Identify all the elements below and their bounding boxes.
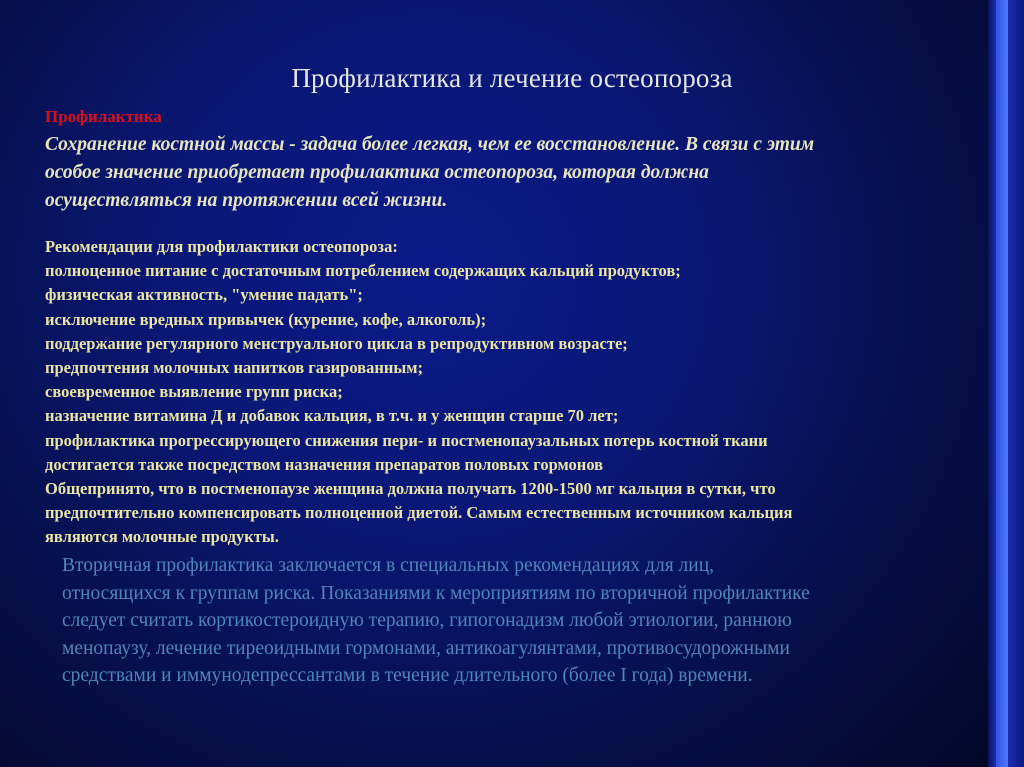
right-bar-stripe-bright [996, 0, 1008, 767]
intro-paragraph [45, 131, 965, 215]
secondary-line: Вторичная профилактика заключается в специальных рекомендациях для лиц, [62, 555, 715, 576]
secondary-line: средствами и иммунодепрессантами в течение длительного (более I года) времени. [62, 665, 753, 686]
secondary-line: относящихся к группам риска. Показаниями к мероприятиям по вторичной профилактике [62, 582, 810, 604]
recommendations-heading: Рекомендации для профилактики остеопороза: [45, 237, 398, 256]
recommendation-item: поддержание регулярного менструального цикла в репродуктивном возрасте; [45, 333, 628, 353]
calcium-note-line: Общепринято, что в постменопаузе женщина должна получать 1200-1500 мг кальция в сутки, что [45, 478, 776, 498]
secondary-line: менопаузу, лечение тиреоидными гормонами, антикоагулянтами, противосудорожными [62, 637, 790, 659]
right-bar-stripe-dark [988, 0, 996, 767]
recommendation-item: предпочтения молочных напитков газированным; [45, 357, 423, 377]
intro-line: особое значение приобретает профилактика остеопороза, которая должна [45, 162, 709, 183]
secondary-prevention-paragraph [62, 552, 962, 690]
slide-title: Профилактика и лечение остеопороза [291, 63, 733, 93]
recommendation-item: физическая активность, "умение падать"; [45, 285, 363, 305]
recommendation-item: полноценное питание с достаточным потреблением содержащих кальций продуктов; [45, 261, 681, 281]
calcium-note-line: предпочтительно компенсировать полноценной диетой. Самым естественным источником кальция [45, 503, 793, 523]
recommendation-item: достигается также посредством назначения препаратов половых гормонов [45, 454, 604, 474]
secondary-line: следует считать кортикостероидную терапию, гипогонадизм любой этиологии, раннюю [62, 610, 792, 631]
intro-line: Сохранение костной массы - задача более легкая, чем ее восстановление. В связи с этим [45, 134, 815, 155]
recommendations-block [45, 235, 975, 549]
recommendation-item: своевременное выявление групп риска; [45, 382, 343, 402]
recommendation-item: исключение вредных привычек (курение, кофе, алкоголь); [45, 309, 487, 329]
recommendation-item: профилактика прогрессирующего снижения пери- и постменопаузальных потерь костной ткани [45, 430, 768, 450]
right-bar-stripe-mid [1008, 0, 1024, 767]
calcium-note-line: являются молочные продукты. [45, 527, 279, 547]
recommendation-item: назначение витамина Д и добавок кальция, в т.ч. и у женщин старше 70 лет; [45, 406, 619, 426]
intro-line: осуществляться на протяжении всей жизни. [45, 190, 448, 211]
section-label-prevention: Профилактика [45, 107, 162, 126]
right-decorative-bar [988, 0, 1024, 767]
